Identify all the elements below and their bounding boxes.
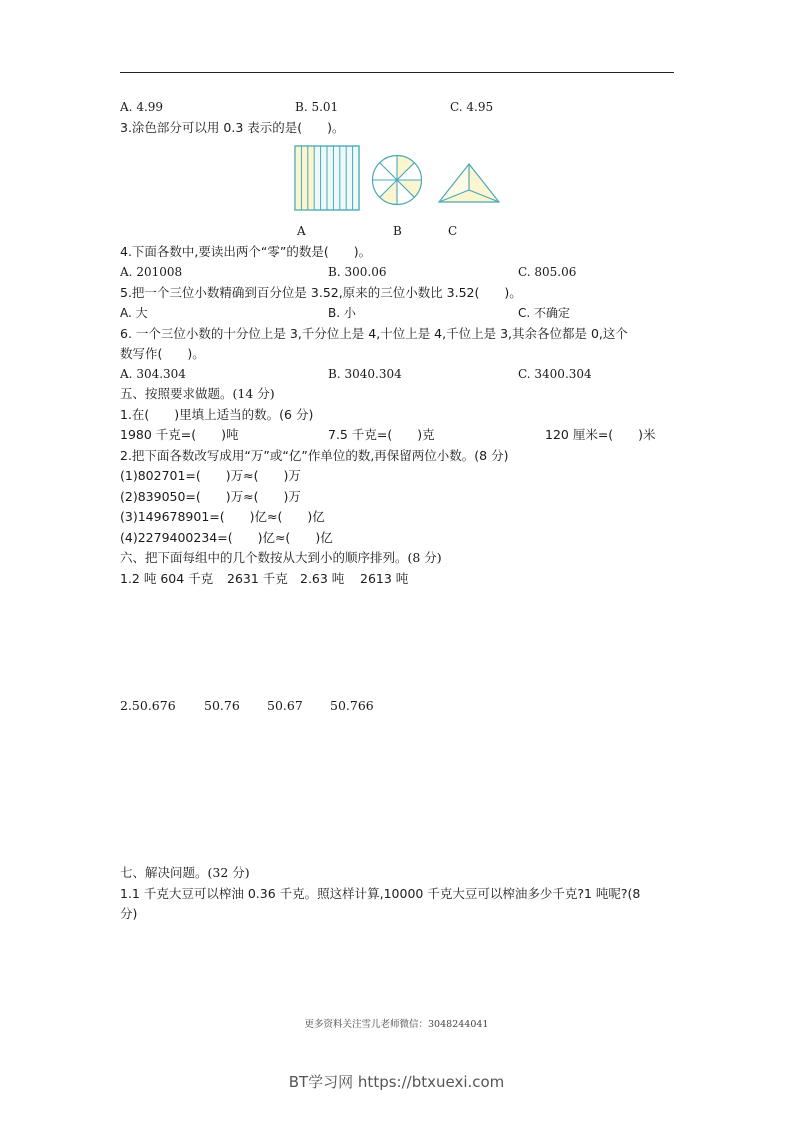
s6-g1-item-2: 2631 千克 [227, 571, 288, 586]
s7-q1-line2: 分) [120, 906, 138, 921]
s5-p2-item-4: (4)2279400234=( )亿≈( )亿 [120, 530, 333, 545]
q6-text-line2: 数写作( )。 [120, 346, 205, 361]
s6-g2-item-4: 50.766 [330, 698, 374, 713]
q6-text-line1: 6. 一个三位小数的十分位上是 3,千分位上是 4,十位上是 4,千位上是 3,其余各位都是 0,这个 [120, 326, 628, 341]
q6-option-c: C. 3400.304 [518, 367, 592, 381]
s6-g1-item-4: 2613 吨 [360, 571, 409, 586]
q5-text: 5.把一个三位小数精确到百分位是 3.52,原来的三位小数比 3.52( )。 [120, 285, 522, 300]
section5-p2-title: 2.把下面各数改写成用“万”或“亿”作单位的数,再保留两位小数。(8 分) [120, 448, 509, 463]
footer-note: 更多资料关注雪儿老师微信：3048244041 [304, 1019, 489, 1030]
q3-text: 3.涂色部分可以用 0.3 表示的是( )。 [120, 120, 345, 135]
q5-option-c: C. 不确定 [518, 306, 571, 320]
section6-title: 六、把下面每组中的几个数按从大到小的顺序排列。(8 分) [120, 550, 442, 565]
figure-a-label: A [297, 224, 306, 238]
figure-c-triangle [437, 162, 501, 204]
figure-b-circle [371, 154, 423, 206]
q4-option-b: B. 300.06 [328, 265, 387, 279]
q6-option-b: B. 3040.304 [328, 367, 402, 381]
figure-a-rectangle [294, 145, 360, 211]
section5-p1-title: 1.在( )里填上适当的数。(6 分) [120, 407, 314, 422]
s6-g1-item-3: 2.63 吨 [300, 571, 345, 586]
q2-option-a: A. 4.99 [120, 100, 164, 114]
header-rule [120, 72, 674, 73]
s5-p2-item-1: (1)802701=( )万≈( )万 [120, 468, 301, 483]
site-watermark: BT学习网 https://btxuexi.com [288, 1073, 505, 1091]
q4-option-a: A. 201008 [120, 265, 183, 279]
q5-option-b: B. 小 [328, 306, 356, 320]
s5-p1-item-3: 120 厘米=( )米 [545, 427, 656, 442]
s6-g2-item-3: 50.67 [267, 698, 303, 713]
figure-c-label: C [448, 224, 458, 238]
q2-option-b: B. 5.01 [295, 100, 339, 114]
q4-text: 4.下面各数中,要读出两个“零”的数是( )。 [120, 244, 372, 259]
figure-b-label: B [393, 224, 402, 238]
s5-p2-item-3: (3)149678901=( )亿≈( )亿 [120, 509, 325, 524]
s6-g2-item-2: 50.76 [204, 698, 240, 713]
q5-option-a: A. 大 [120, 306, 148, 320]
q2-option-c: C. 4.95 [450, 100, 494, 114]
q4-option-c: C. 805.06 [518, 265, 577, 279]
s6-g2-item-1: 2.50.676 [120, 698, 176, 713]
s6-g1-item-1: 1.2 吨 604 千克 [120, 571, 214, 586]
s7-q1-line1: 1.1 千克大豆可以榨油 0.36 千克。照这样计算,10000 千克大豆可以榨油多少千克?1 吨呢?(8 [120, 886, 641, 901]
s5-p1-item-1: 1980 千克=( )吨 [120, 427, 239, 442]
section7-title: 七、解决问题。(32 分) [120, 865, 250, 880]
s5-p1-item-2: 7.5 千克=( )克 [328, 427, 435, 442]
s5-p2-item-2: (2)839050=( )万≈( )万 [120, 489, 301, 504]
section5-title: 五、按照要求做题。(14 分) [120, 386, 275, 401]
q6-option-a: A. 304.304 [120, 367, 186, 381]
